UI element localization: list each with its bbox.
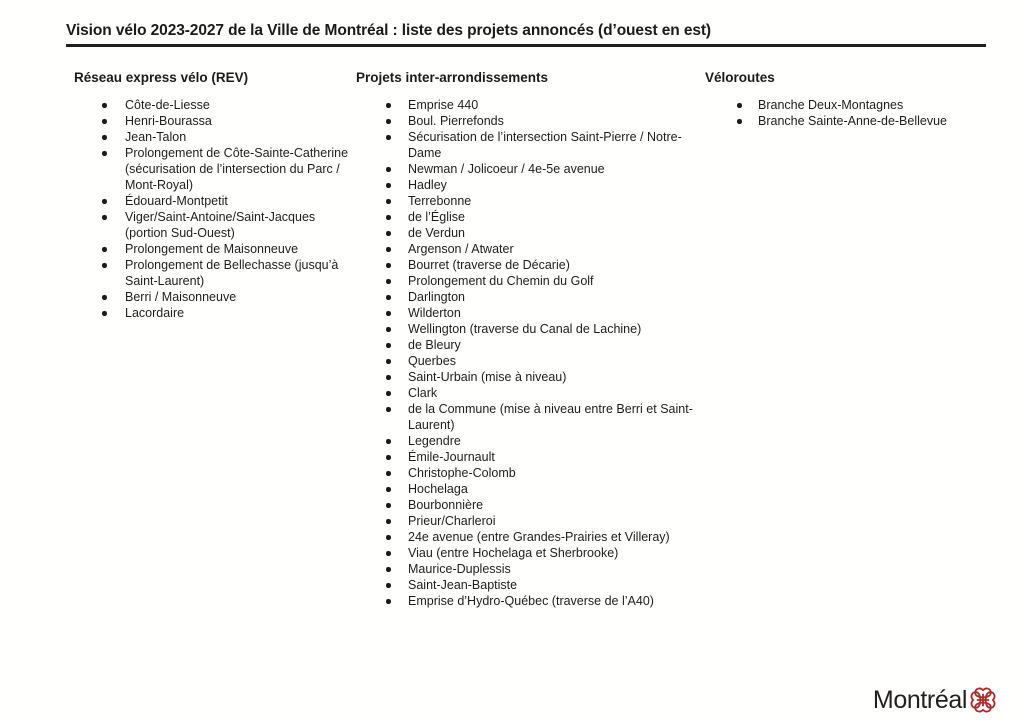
montreal-floral-emblem-icon <box>970 687 996 713</box>
list-item: Côte-de-Liesse <box>74 97 350 113</box>
list-item: Hadley <box>356 177 702 193</box>
list-item: Emprise d’Hydro-Québec (traverse de l’A40) <box>356 593 702 609</box>
list-item: Bourbonnière <box>356 497 702 513</box>
column-projets-inter-arrondissements <box>356 70 702 609</box>
list-item: Argenson / Atwater <box>356 241 702 257</box>
list-item: Darlington <box>356 289 702 305</box>
list-item: Berri / Maisonneuve <box>74 289 350 305</box>
document-header <box>66 22 986 47</box>
list-item: Saint-Urbain (mise à niveau) <box>356 369 702 385</box>
project-list-veloroutes <box>705 97 1005 129</box>
list-item: de Bleury <box>356 337 702 353</box>
list-item: Prieur/Charleroi <box>356 513 702 529</box>
list-item: Maurice-Duplessis <box>356 561 702 577</box>
list-item: Viau (entre Hochelaga et Sherbrooke) <box>356 545 702 561</box>
list-item: Henri-Bourassa <box>74 113 350 129</box>
column-heading-veloroutes: Véloroutes <box>705 70 775 85</box>
list-item: Prolongement de Côte-Sainte-Catherine (sécurisation de l’intersection du Parc / Mont-Royal) <box>74 145 350 193</box>
column-heading-rev: Réseau express vélo (REV) <box>74 70 249 85</box>
list-item: Wellington (traverse du Canal de Lachine) <box>356 321 702 337</box>
list-item: Wilderton <box>356 305 702 321</box>
list-item: de la Commune (mise à niveau entre Berri et Saint-Laurent) <box>356 401 702 433</box>
project-list-rev <box>74 97 350 321</box>
column-veloroutes <box>705 70 1005 129</box>
list-item: Sécurisation de l’intersection Saint-Pierre / Notre-Dame <box>356 129 702 161</box>
list-item: Christophe-Colomb <box>356 465 702 481</box>
montreal-logo <box>873 686 996 714</box>
list-item: Branche Deux-Montagnes <box>705 97 1005 113</box>
title-divider <box>66 44 986 47</box>
list-item: Émile-Journault <box>356 449 702 465</box>
project-list-inter <box>356 97 702 609</box>
list-item: Saint-Jean-Baptiste <box>356 577 702 593</box>
list-item: Terrebonne <box>356 193 702 209</box>
list-item: Prolongement de Bellechasse (jusqu’à Saint-Laurent) <box>74 257 350 289</box>
list-item: Newman / Jolicoeur / 4e-5e avenue <box>356 161 702 177</box>
list-item: Hochelaga <box>356 481 702 497</box>
list-item: Boul. Pierrefonds <box>356 113 702 129</box>
page-title: Vision vélo 2023-2027 de la Ville de Montréal : liste des projets annoncés (d’ouest en est) <box>66 22 711 39</box>
list-item: Viger/Saint-Antoine/Saint-Jacques (portion Sud-Ouest) <box>74 209 350 241</box>
list-item: de Verdun <box>356 225 702 241</box>
list-item: Bourret (traverse de Décarie) <box>356 257 702 273</box>
list-item: 24e avenue (entre Grandes-Prairies et Villeray) <box>356 529 702 545</box>
list-item: Lacordaire <box>74 305 350 321</box>
list-item: Clark <box>356 385 702 401</box>
list-item: Querbes <box>356 353 702 369</box>
list-item: Prolongement de Maisonneuve <box>74 241 350 257</box>
list-item: Édouard-Montpetit <box>74 193 350 209</box>
column-reseau-express-velo <box>74 70 350 321</box>
list-item: Prolongement du Chemin du Golf <box>356 273 702 289</box>
list-item: Jean-Talon <box>74 129 350 145</box>
list-item: Emprise 440 <box>356 97 702 113</box>
list-item: Branche Sainte-Anne-de-Bellevue <box>705 113 1005 129</box>
column-heading-inter: Projets inter-arrondissements <box>356 70 549 85</box>
list-item: Legendre <box>356 433 702 449</box>
list-item: de l’Église <box>356 209 702 225</box>
montreal-wordmark: Montréal <box>872 686 967 714</box>
